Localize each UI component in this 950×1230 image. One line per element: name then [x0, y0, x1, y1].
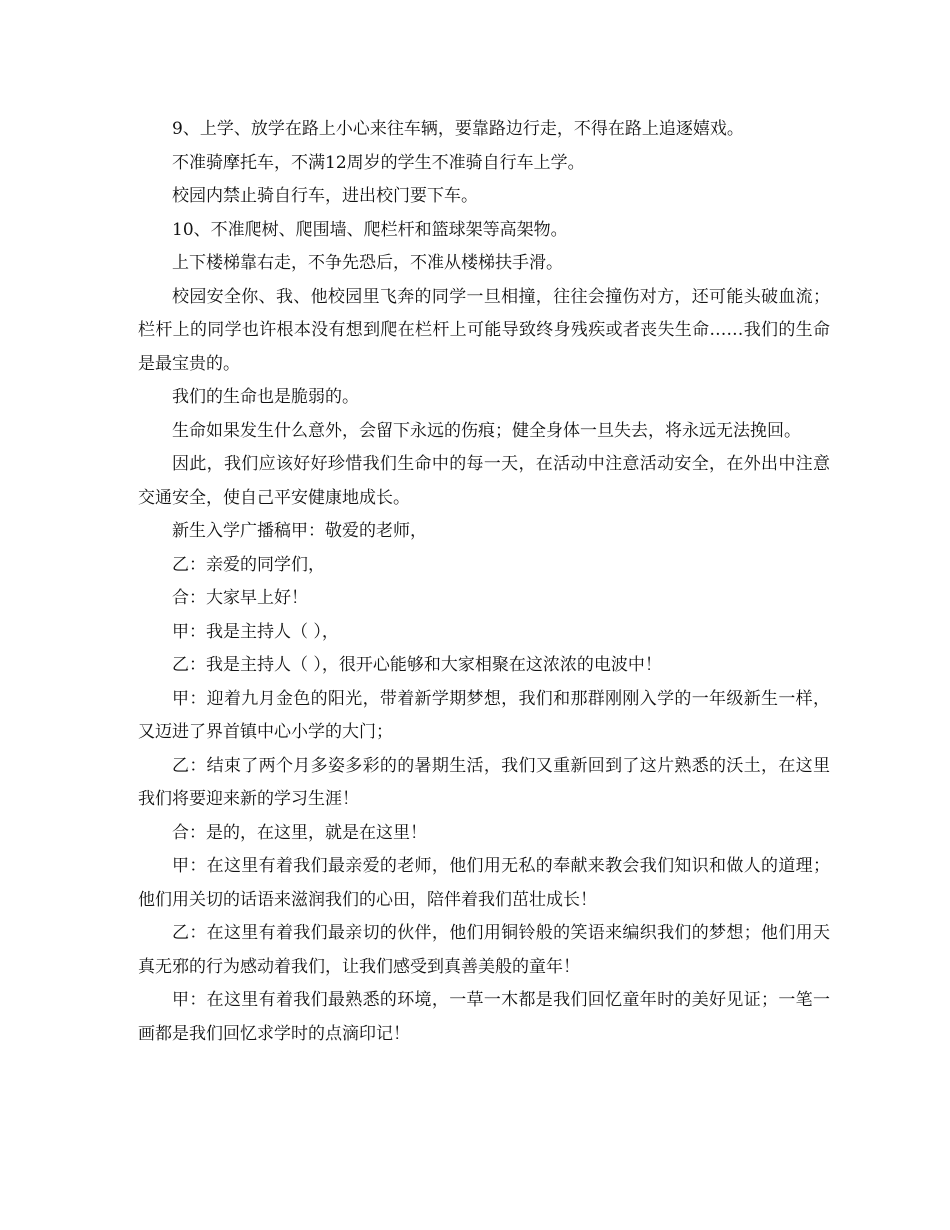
paragraph: 甲：在这里有着我们最熟悉的环境，一草一木都是我们回忆童年时的美好见证；一笔一画都是我们回忆求学时的点滴印记！ [138, 990, 830, 1044]
paragraph: 乙：在这里有着我们最亲切的伙伴，他们用铜铃般的笑语来编织我们的梦想；他们用天真无邪的行为感动着我们，让我们感受到真善美般的童年！ [138, 923, 830, 977]
paragraph: 甲：我是主持人（ ）， [172, 621, 339, 642]
paragraph: 甲：在这里有着我们最亲爱的老师，他们用无私的奉献来教会我们知识和做人的道理；他们用关切的话语来滋润我们的心田，陪伴着我们茁壮成长！ [138, 856, 830, 910]
paragraph: 合：是的，在这里，就是在这里！ [172, 822, 427, 843]
paragraph: 因此，我们应该好好珍惜我们生命中的每一天，在活动中注意活动安全，在外出中注意交通安全，使自己平安健康地成长。 [138, 454, 830, 508]
paragraph: 9、上学、放学在路上小心来往车辆，要靠路边行走，不得在路上追逐嬉戏。 [172, 119, 744, 139]
paragraph: 乙：我是主持人（ ），很开心能够和大家相聚在这浓浓的电波中！ [172, 655, 662, 675]
paragraph: 校园安全你、我、他校园里飞奔的同学一旦相撞，往往会撞伤对方，还可能头破血流；栏杆上的同学也许根本没有想到爬在栏杆上可能导致终身残疾或者丧失生命……我们的生命是最宝贵的。 [138, 286, 830, 374]
paragraph: 乙：结束了两个月多姿多彩的的暑期生活，我们又重新回到了这片熟悉的沃土，在这里我们将要迎来新的学习生涯！ [138, 755, 830, 809]
paragraph: 校园内禁止骑自行车，进出校门要下车。 [172, 186, 478, 206]
paragraph: 生命如果发生什么意外，会留下永远的伤痕；健全身体一旦失去，将永远无法挽回。 [172, 420, 801, 441]
paragraph: 乙：亲爱的同学们， [172, 554, 325, 575]
paragraph: 10、不准爬树、爬围墙、爬栏杆和篮球架等高架物。 [172, 219, 568, 240]
document-body [138, 113, 830, 1051]
paragraph: 我们的生命也是脆弱的。 [172, 387, 359, 407]
paragraph: 新生入学广播稿甲：敬爱的老师， [172, 521, 427, 541]
paragraph: 甲：迎着九月金色的阳光，带着新学期梦想，我们和那群刚刚入学的一年级新生一样，又迈进了界首镇中心小学的大门； [138, 688, 830, 742]
paragraph: 不准骑摩托车，不满12周岁的学生不准骑自行车上学。 [172, 152, 585, 173]
paragraph: 合：大家早上好！ [172, 588, 308, 608]
paragraph: 上下楼梯靠右走，不争先恐后，不准从楼梯扶手滑。 [172, 253, 563, 273]
